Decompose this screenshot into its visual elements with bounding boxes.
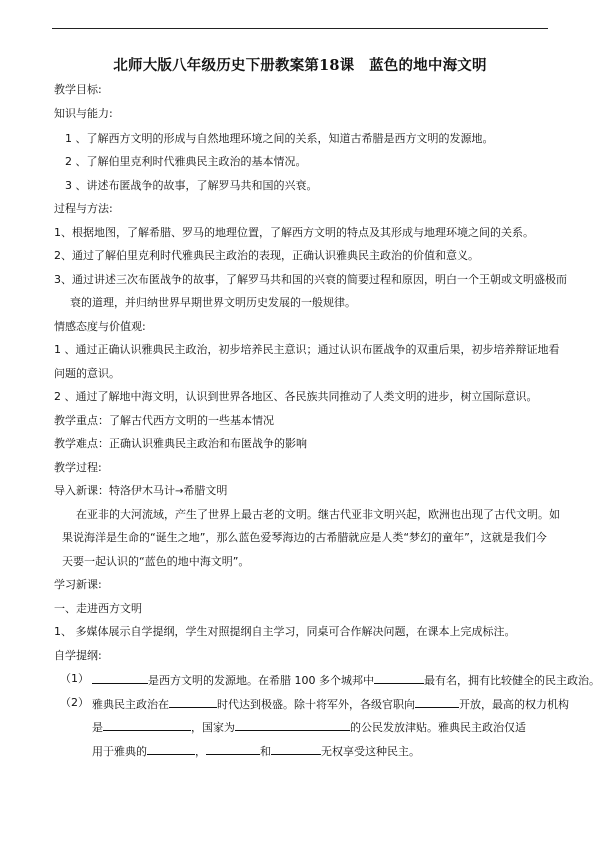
intro-paragraph-line-3: 天要一起认识的“蓝色的地中海文明”。 [62, 555, 250, 568]
heading-process: 过程与方法: [54, 202, 113, 215]
question-2-number: （2） [60, 696, 89, 709]
process-item-3-line-2: 衰的道理，并归纳世界早期世界文明历史发展的一般规律。 [70, 296, 356, 309]
emotion-item-1-line-2: 问题的意识。 [54, 367, 120, 380]
blank-field[interactable] [235, 719, 350, 731]
section-1-heading: 一、走进西方文明 [54, 602, 142, 615]
blank-field[interactable] [103, 719, 191, 731]
intro-label: 导入新课：特洛伊木马计 [54, 484, 175, 497]
heading-teaching-goals: 教学目标: [54, 83, 102, 96]
intro-line [54, 484, 227, 499]
question-1-number: （1） [60, 672, 89, 685]
process-item-3-line-1: 3、通过讲述三次布匿战争的故事，了解罗马共和国的兴衰的简要过程和原因，明白一个王朝或文明盛极而 [54, 273, 567, 286]
teaching-focus: 教学重点：了解古代西方文明的一些基本情况 [54, 414, 274, 427]
blank-field[interactable] [169, 696, 217, 708]
heading-self-study-outline: 自学提纲: [54, 649, 102, 662]
heading-new-lesson: 学习新课: [54, 578, 102, 591]
question-1-line: 是西方文明的发源地。在希腊 100 多个城邦中 最有名，拥有比较健全的民主政治。 [92, 672, 600, 688]
blank-field[interactable] [374, 672, 424, 684]
arrow-icon: → [175, 486, 184, 497]
blank-field[interactable] [271, 743, 321, 755]
process-item-1: 1、根据地图，了解希腊、罗马的地理位置，了解西方文明的特点及其形成与地理环境之间的关系。 [54, 226, 534, 239]
emotion-item-1-line-1: 1 、通过正确认识雅典民主政治，初步培养民主意识；通过认识布匿战争的双重后果，初步培养辩证地看 [54, 343, 560, 356]
teaching-difficulty: 教学难点：正确认识雅典民主政治和布匿战争的影响 [54, 437, 307, 450]
question-2-line-1: 雅典民主政治在 时代达到极盛。除十将军外，各级官职向 开放，最高的权力机构 [92, 698, 569, 711]
question-2-line-3: 用于雅典的 ， 和 无权享受这种民主。 [92, 745, 420, 758]
emotion-item-2: 2 、通过了解地中海文明，认识到世界各地区、各民族共同推动了人类文明的进步，树立国际意识。 [54, 390, 538, 403]
knowledge-item-1: 1 、了解西方文明的形成与自然地理环境之间的关系，知道古希腊是西方文明的发源地。 [65, 132, 494, 145]
blank-field[interactable] [206, 743, 260, 755]
knowledge-item-2: 2 、了解伯里克利时代雅典民主政治的基本情况。 [65, 155, 307, 168]
heading-emotion: 情感态度与价值观: [54, 320, 146, 333]
blank-field[interactable] [92, 672, 148, 684]
intro-paragraph-line-2: 果说海洋是生命的“诞生之地”，那么蓝色爱琴海边的古希腊就应是人类“梦幻的童年”，这就是我们今 [62, 531, 547, 544]
process-item-2: 2、通过了解伯里克利时代雅典民主政治的表现，正确认识雅典民主政治的价值和意义。 [54, 249, 479, 262]
intro-paragraph-line-1: 在亚非的大河流域，产生了世界上最古老的文明。继古代亚非文明兴起，欧洲也出现了古代文明。如 [76, 508, 560, 521]
blank-field[interactable] [147, 743, 195, 755]
heading-knowledge: 知识与能力: [54, 107, 113, 120]
heading-teaching-process: 教学过程: [54, 461, 102, 474]
header-rule [52, 28, 548, 29]
blank-field[interactable] [415, 696, 459, 708]
document-title: 北师大版八年级历史下册教案第18课 蓝色的地中海文明 [113, 57, 487, 74]
section-1-item-1: 1、 多媒体展示自学提纲，学生对照提纲自主学习，同桌可合作解决问题，在课本上完成标注。 [54, 625, 516, 638]
knowledge-item-3: 3 、讲述布匿战争的故事，了解罗马共和国的兴衰。 [65, 179, 318, 192]
intro-tail: 希腊文明 [183, 484, 228, 497]
question-2-line-2: 是 ，国家为 的公民发放津贴。雅典民主政治仅适 [92, 721, 526, 734]
